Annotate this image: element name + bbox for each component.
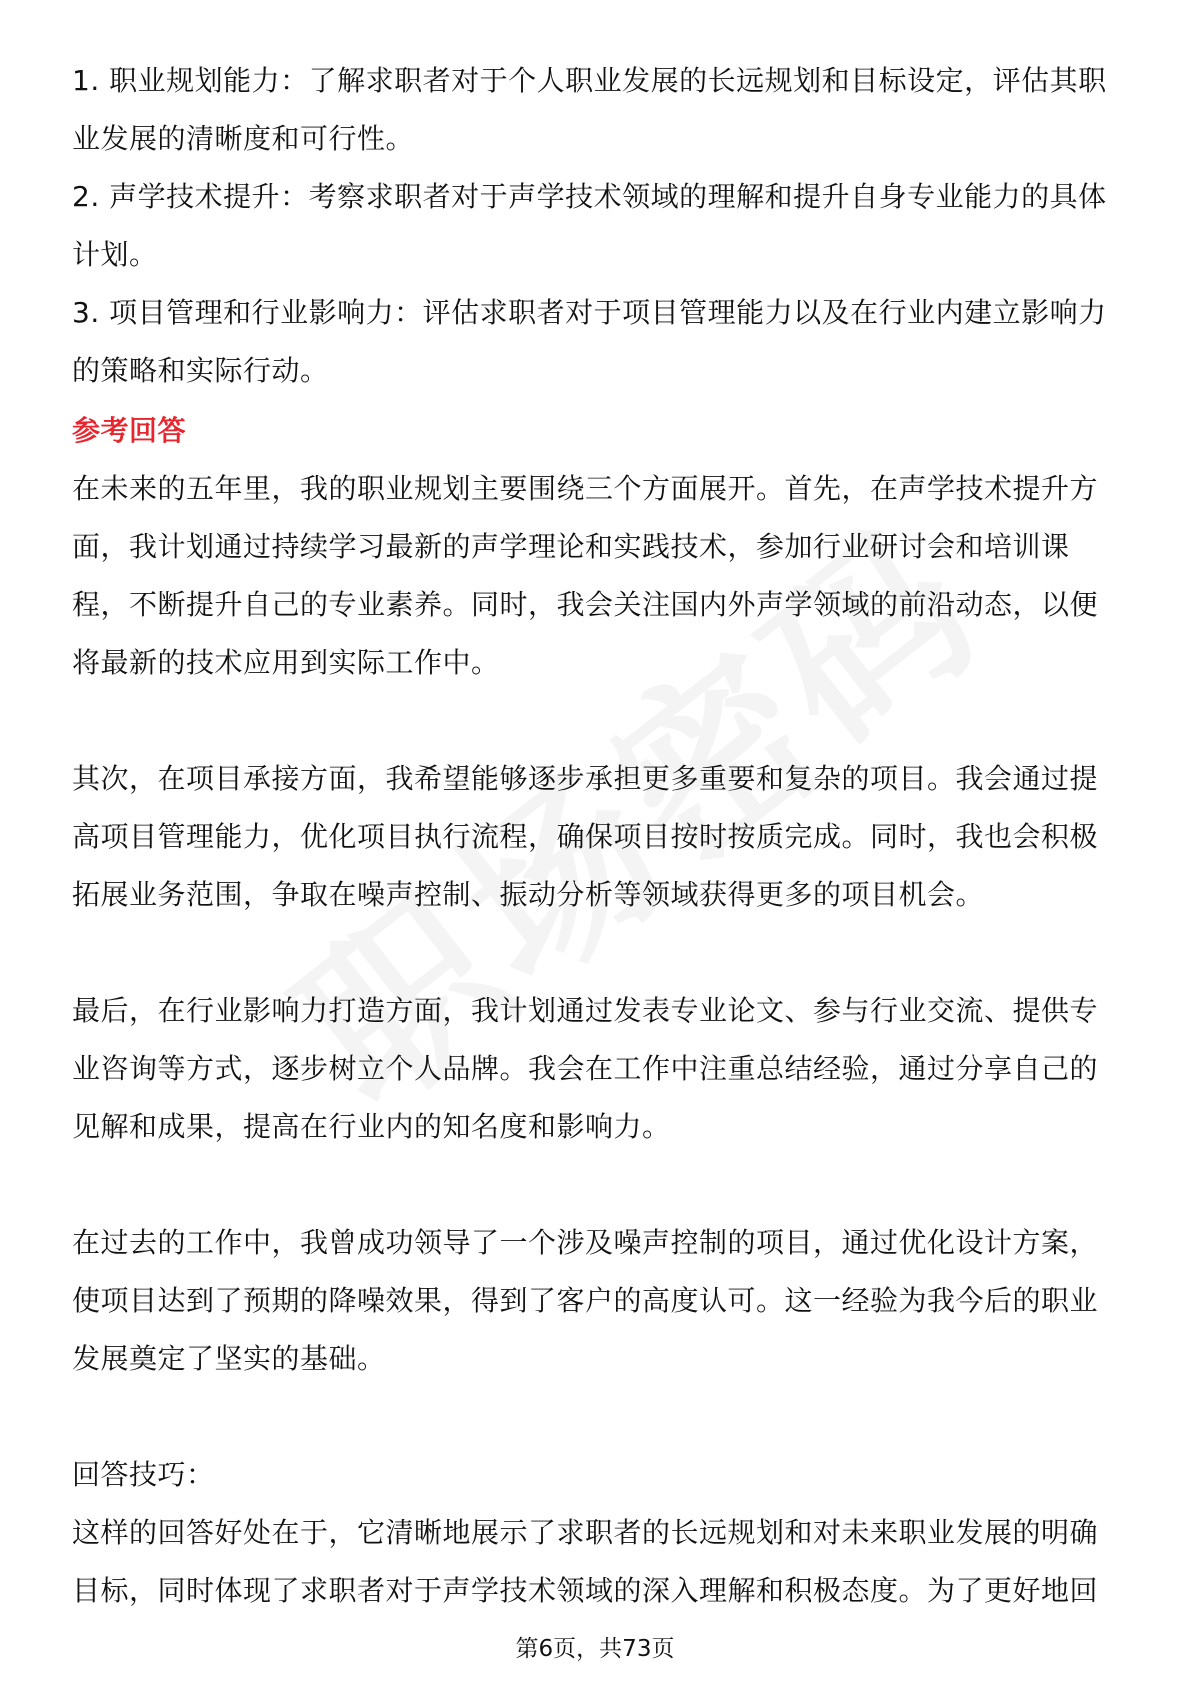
page-content <box>72 52 1120 1620</box>
reference-answer-heading: 参考回答 <box>72 414 187 447</box>
list-item-line: 1. 职业规划能力：了解求职者对于个人职业发展的长远规划和目标设定，评估其职 <box>72 64 1107 97</box>
paragraph-spacer <box>72 692 1120 750</box>
paragraph-line: 使项目达到了预期的降噪效果，得到了客户的高度认可。这一经验为我今后的职业 <box>72 1284 1099 1317</box>
paragraph-line: 见解和成果，提高在行业内的知名度和影响力。 <box>72 1110 671 1143</box>
paragraph-line: 面，我计划通过持续学习最新的声学理论和实践技术，参加行业研讨会和培训课 <box>72 530 1070 563</box>
answer-paragraph-4 <box>72 1214 1120 1388</box>
paragraph-spacer <box>72 924 1120 982</box>
paragraph-line: 其次，在项目承接方面，我希望能够逐步承担更多重要和复杂的项目。我会通过提 <box>72 762 1099 795</box>
tips-paragraph <box>72 1504 1120 1620</box>
paragraph-spacer <box>72 1388 1120 1446</box>
page-number: 第6页，共73页 <box>515 1636 675 1662</box>
paragraph-line: 最后，在行业影响力打造方面，我计划通过发表专业论文、参与行业交流、提供专 <box>72 994 1099 1027</box>
list-item-line: 业发展的清晰度和可行性。 <box>72 122 415 155</box>
answer-paragraph-1 <box>72 460 1120 692</box>
paragraph-line: 将最新的技术应用到实际工作中。 <box>72 646 500 679</box>
list-item-line: 计划。 <box>72 238 158 271</box>
paragraph-line: 发展奠定了坚实的基础。 <box>72 1342 386 1375</box>
paragraph-line: 目标，同时体现了求职者对于声学技术领域的深入理解和积极态度。为了更好地回 <box>72 1574 1099 1607</box>
paragraph-line: 在过去的工作中，我曾成功领导了一个涉及噪声控制的项目，通过优化设计方案， <box>72 1226 1099 1259</box>
paragraph-line: 高项目管理能力，优化项目执行流程，确保项目按时按质完成。同时，我也会积极 <box>72 820 1099 853</box>
answer-paragraph-2 <box>72 750 1120 924</box>
tips-heading: 回答技巧： <box>72 1458 215 1491</box>
criteria-list <box>72 52 1120 400</box>
paragraph-line: 拓展业务范围，争取在噪声控制、振动分析等领域获得更多的项目机会。 <box>72 878 985 911</box>
paragraph-line: 程，不断提升自己的专业素养。同时，我会关注国内外声学领域的前沿动态，以便 <box>72 588 1099 621</box>
list-item-line: 的策略和实际行动。 <box>72 354 329 387</box>
paragraph-line: 在未来的五年里，我的职业规划主要围绕三个方面展开。首先，在声学技术提升方 <box>72 472 1099 505</box>
list-item-line: 3. 项目管理和行业影响力：评估求职者对于项目管理能力以及在行业内建立影响力 <box>72 296 1107 329</box>
paragraph-line: 这样的回答好处在于，它清晰地展示了求职者的长远规划和对未来职业发展的明确 <box>72 1516 1099 1549</box>
answer-paragraph-3 <box>72 982 1120 1156</box>
list-item-line: 2. 声学技术提升：考察求职者对于声学技术领域的理解和提升自身专业能力的具体 <box>72 180 1107 213</box>
paragraph-spacer <box>72 1156 1120 1214</box>
paragraph-line: 业咨询等方式，逐步树立个人品牌。我会在工作中注重总结经验，通过分享自己的 <box>72 1052 1099 1085</box>
